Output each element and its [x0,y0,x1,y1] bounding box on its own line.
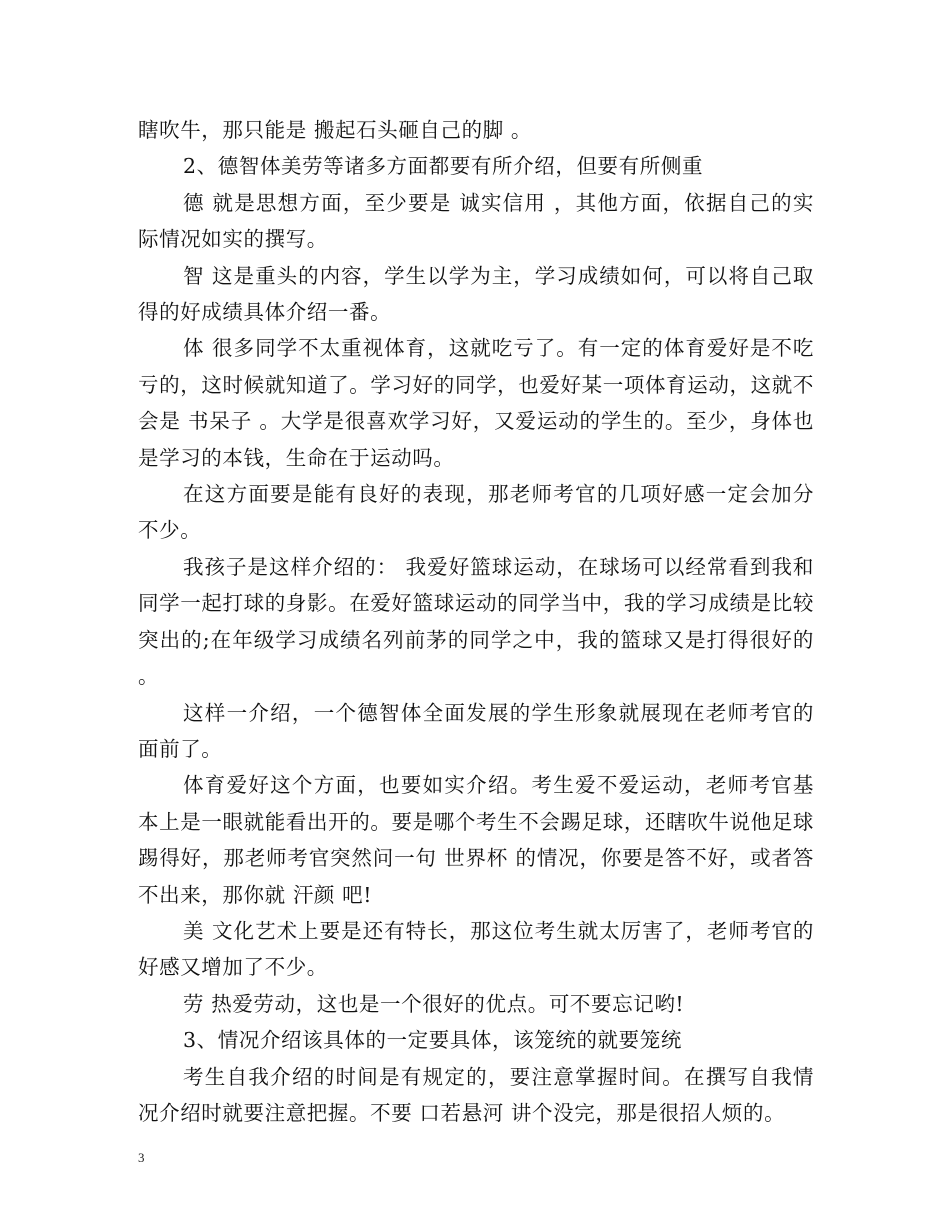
paragraph: 体育爱好这个方面，也要如实介绍。考生爱不爱运动，老师考官基本上是一眼就能看出开的。要是哪个考生不会踢足球，还瞎吹牛说他足球踢得好，那老师考官突然问一句 世界杯 的情况，你要是答不好，或者答不出来，那你就 汗颜 吧! [138,773,814,907]
paragraph: 瞎吹牛，那只能是 搬起石头砸自己的脚 。 [138,118,533,142]
paragraph: 美 文化艺术上要是还有特长，那这位考生就太厉害了，老师考官的好感又增加了不少。 [138,918,814,980]
paragraph: 在这方面要是能有良好的表现，那老师考官的几项好感一定会加分不少。 [138,482,814,543]
paragraph: 智 这是重头的内容，学生以学为主，学习成绩如何，可以将自己取得的好成绩具体介绍一番。 [138,263,814,325]
page-number: 3 [138,1150,145,1165]
document-body [138,112,814,1131]
paragraph: 3、情况介绍该具体的一定要具体，该笼统的就要笼统 [183,1028,682,1053]
paragraph: 2、德智体美劳等诸多方面都要有所介绍，但要有所侧重 [183,154,704,179]
paragraph: 考生自我介绍的时间是有规定的，要注意掌握时间。在撰写自我情况介绍时就要注意把握。不要 口若悬河 讲个没完，那是很招人烦的。 [138,1064,814,1125]
paragraph: 这样一介绍，一个德智体全面发展的学生形象就展现在老师考官的面前了。 [138,700,814,761]
paragraph: 体 很多同学不太重视体育，这就吃亏了。有一定的体育爱好是不吃亏的，这时候就知道了。学习好的同学，也爱好某一项体育运动，这就不会是 书呆子 。大学是很喜欢学习好，又爱运动的学生的。至少，身体也是学习的本钱，生命在于运动吗。 [138,336,814,470]
paragraph: 德 就是思想方面，至少要是 诚实信用 ，其他方面，依据自己的实际情况如实的撰写。 [138,190,814,252]
paragraph: 我孩子是这样介绍的： 我爱好篮球运动，在球场可以经常看到我和同学一起打球的身影。在爱好篮球运动的同学当中，我的学习成绩是比较突出的;在年级学习成绩名列前茅的同学之中，我的篮球又是打得很好的 。 [138,554,814,689]
paragraph: 劳 热爱劳动，这也是一个很好的优点。可不要忘记哟! [183,991,685,1016]
